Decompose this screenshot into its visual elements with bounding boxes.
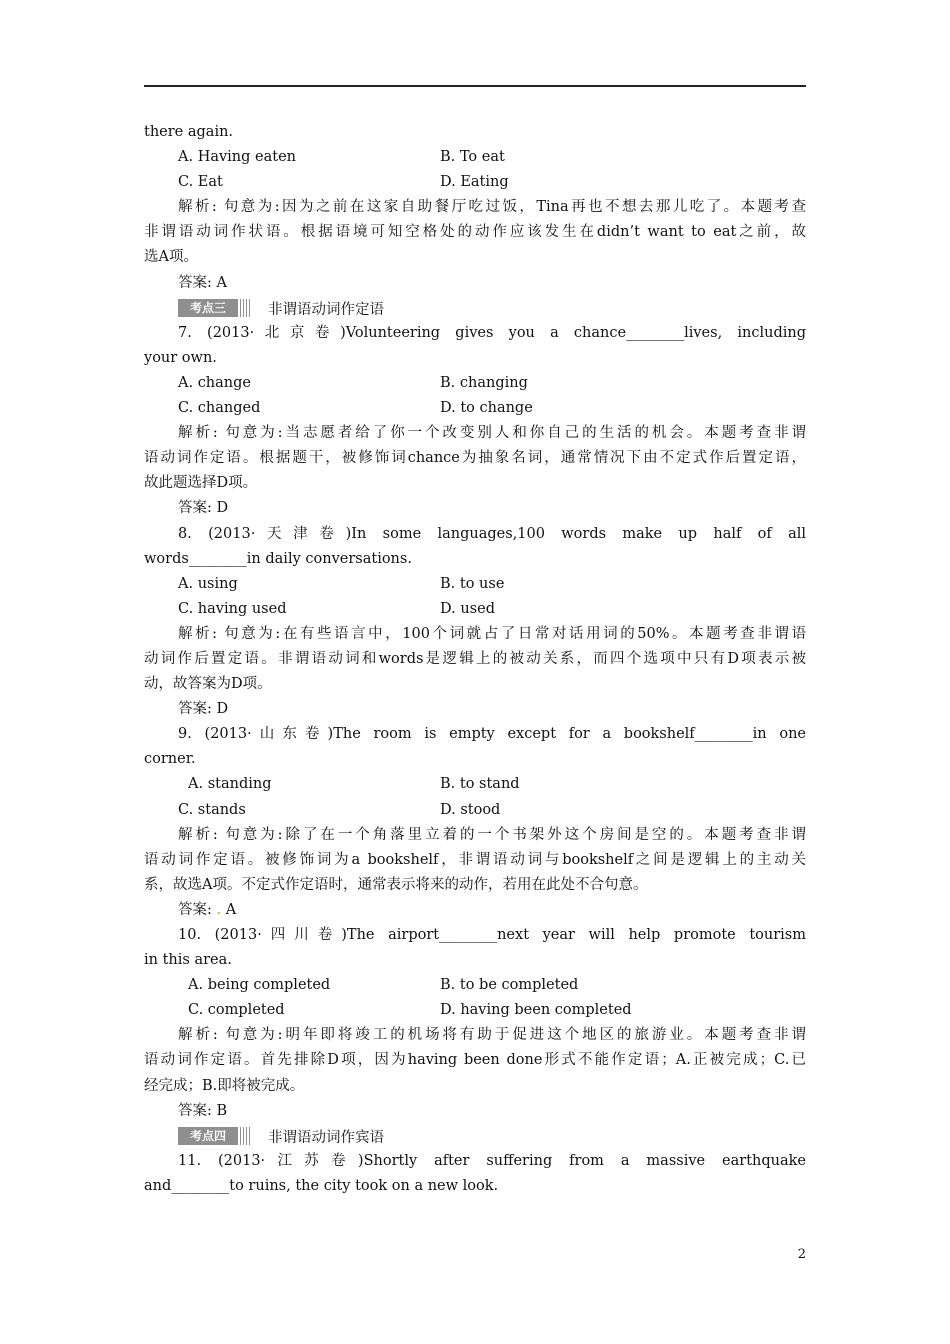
question-6-answer: 答案: A [178, 274, 227, 291]
section-heading-4 [144, 1124, 806, 1149]
option-b: B. To eat [440, 149, 505, 166]
section-badge: 考点四 [178, 1127, 238, 1145]
section-title: 非谓语动词作宾语 [268, 1129, 384, 1146]
question-9-stem: 9. (2013·山东卷)The room is empty except for a bookshelf________in one [178, 726, 806, 743]
question-8-stem: 8. (2013·天津卷)In some languages,100 words make up half of all [178, 525, 806, 542]
question-7-explanation: 故此题选择D项。 [144, 475, 258, 492]
option-b: B. changing [440, 374, 528, 391]
question-8-answer: 答案: D [178, 701, 229, 718]
question-10-options-row-2 [144, 998, 806, 1023]
question-8-stem: words________in daily conversations. [144, 550, 412, 567]
option-d: D. to change [440, 400, 533, 417]
question-7-explanation: 解析: 句意为:当志愿者给了你一个改变别人和你自己的生活的机会。本题考查非谓 [178, 425, 806, 442]
question-10-explanation: 解析: 句意为:明年即将竣工的机场将有助于促进这个地区的旅游业。本题考查非谓 [178, 1027, 806, 1044]
question-8-explanation: 解析: 句意为:在有些语言中，100个词就占了日常对话用词的50%。本题考查非谓语 [178, 625, 806, 642]
question-9-stem: corner. [144, 751, 196, 768]
question-8-options-row-1 [144, 572, 806, 597]
option-a: A. standing [188, 776, 272, 793]
question-6-explanation: 解析: 句意为:因为之前在这家自助餐厅吃过饭，Tina再也不想去那儿吃了。本题考查 [178, 199, 806, 216]
question-10-options-row-1 [144, 973, 806, 998]
option-b: B. to be completed [440, 977, 579, 994]
answer-label: 答案: [178, 901, 212, 918]
question-7-options-row-1 [144, 371, 806, 396]
page-number: 2 [797, 1247, 806, 1262]
option-a: A. being completed [188, 977, 331, 994]
section-badge: 考点三 [178, 299, 238, 317]
question-7-stem: your own. [144, 349, 217, 366]
option-b: B. to stand [440, 776, 520, 793]
option-d: D. Eating [440, 174, 509, 191]
section-title: 非谓语动词作定语 [268, 301, 384, 318]
option-b: B. to use [440, 575, 505, 592]
page-content [144, 120, 806, 1199]
section-heading-3 [144, 296, 806, 321]
option-c: C. stands [178, 801, 246, 818]
question-8-explanation: 动词作后置定语。非谓语动词和words是逻辑上的被动关系，而四个选项中只有D项表示被 [144, 650, 806, 667]
option-c: C. completed [188, 1002, 285, 1019]
question-8-options-row-2 [144, 597, 806, 622]
option-c: C. having used [178, 600, 287, 617]
question-7-answer: 答案: D [178, 500, 229, 517]
badge-decoration [240, 1127, 250, 1145]
question-6-options-row-2 [144, 170, 806, 195]
header-rule [144, 85, 806, 87]
answer-dot: . [211, 901, 222, 918]
option-d: D. used [440, 600, 495, 617]
question-9-options-row-2 [144, 798, 806, 823]
question-10-explanation: 经完成；B.即将被完成。 [144, 1077, 305, 1094]
question-10-explanation: 语动词作定语。首先排除D项，因为having been done形式不能作定语；A.正被完成；C.已 [144, 1052, 806, 1069]
question-7-explanation: 语动词作定语。根据题干，被修饰词chance为抽象名词，通常情况下由不定式作后置定语， [144, 450, 806, 467]
question-6-explanation: 选A项。 [144, 249, 198, 266]
question-9-explanation: 解析: 句意为:除了在一个角落里立着的一个书架外这个房间是空的。本题考查非谓 [178, 826, 806, 843]
question-9-explanation: 系，故选A项。不定式作定语时，通常表示将来的动作，若用在此处不合句意。 [144, 876, 648, 893]
option-d: D. stood [440, 801, 501, 818]
question-9-answer [144, 898, 806, 923]
question-9-options-row-1 [144, 772, 806, 797]
option-d: D. having been completed [440, 1002, 632, 1019]
option-a: A. using [178, 575, 238, 592]
question-11-stem: 11. (2013·江苏卷)Shortly after suffering from a massive earthquake [178, 1152, 806, 1169]
question-10-stem: in this area. [144, 952, 232, 969]
question-10-answer: 答案: B [178, 1102, 228, 1119]
badge-decoration [240, 299, 250, 317]
question-10-stem: 10. (2013·四川卷)The airport________next year will help promote tourism [178, 927, 806, 943]
question-8-explanation: 动，故答案为D项。 [144, 676, 272, 693]
question-9-explanation: 语动词作定语。被修饰词为a bookshelf，非谓语动词与bookshelf之间是逻辑上的主动关 [144, 851, 806, 868]
option-a: A. Having eaten [178, 149, 297, 166]
option-c: C. changed [178, 400, 261, 417]
question-6-explanation: 非谓语动词作状语。根据语境可知空格处的动作应该发生在didn’t want to eat之前，故 [144, 224, 806, 241]
option-a: A. change [178, 374, 251, 391]
question-7-options-row-2 [144, 396, 806, 421]
question-6-continuation: there again. [144, 124, 234, 140]
question-7-stem: 7. (2013·北京卷)Volunteering gives you a chance________lives, including [178, 324, 806, 341]
question-11-stem: and________to ruins, the city took on a new look. [144, 1177, 499, 1194]
option-c: C. Eat [178, 174, 223, 191]
answer-value: A [221, 901, 237, 918]
question-6-options-row-1 [144, 145, 806, 170]
